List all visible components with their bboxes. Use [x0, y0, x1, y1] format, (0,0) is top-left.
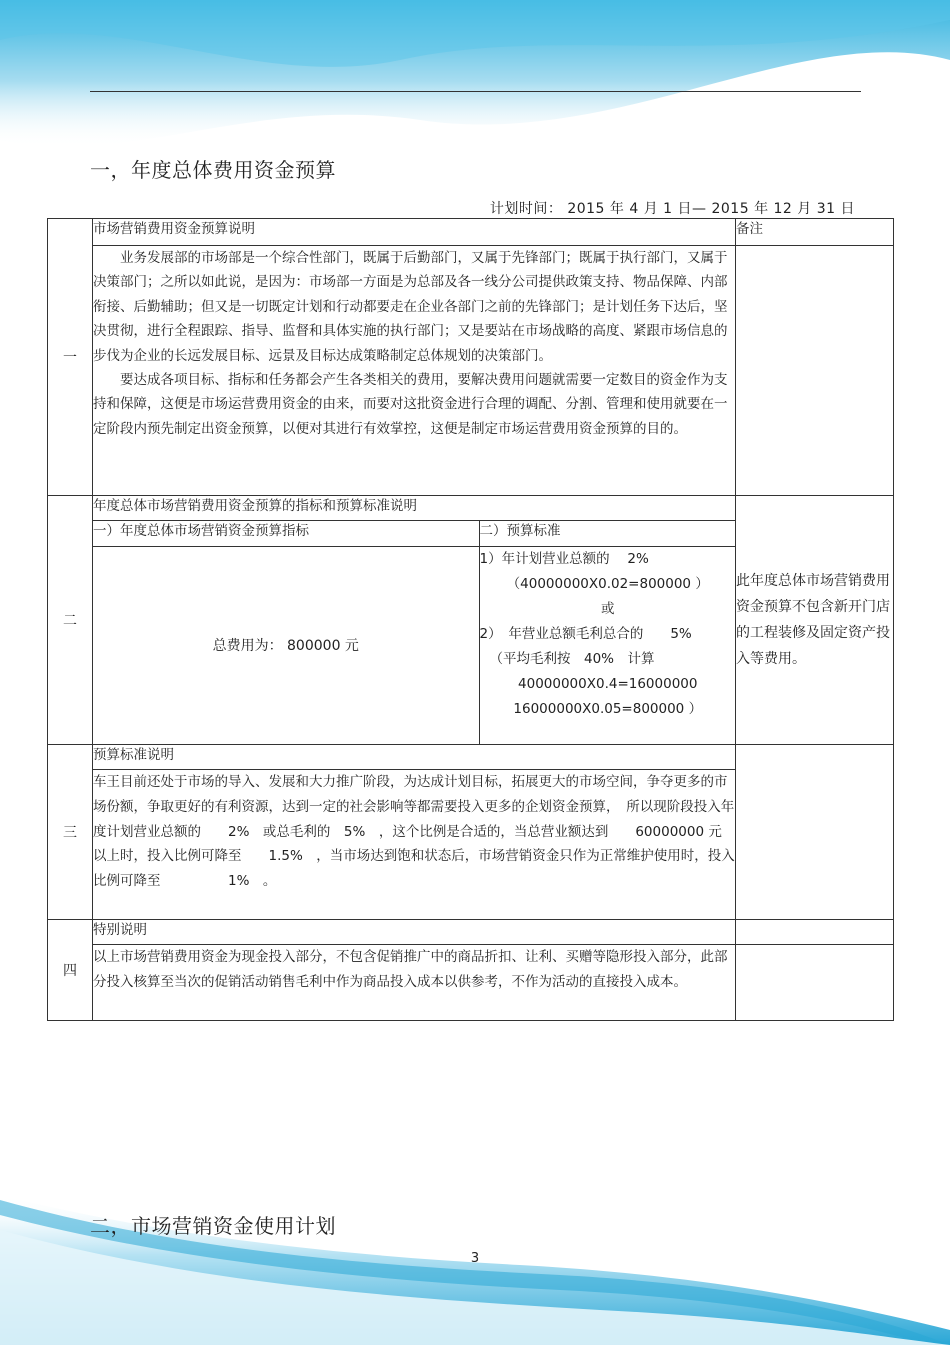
standard-line: （40000000X0.02=800000 ）	[506, 575, 709, 592]
remark-cell	[736, 920, 894, 945]
row-title: 市场营销费用资金预算说明	[93, 219, 736, 246]
sub-table-cell	[93, 521, 736, 745]
standard-line: （平均毛利按 40% 计算	[489, 650, 655, 667]
standard-line: 16000000X0.05=800000 ）	[513, 700, 703, 717]
standard-line: 2） 年营业总额毛利总合的 5%	[479, 625, 692, 642]
budget-table	[47, 218, 894, 1021]
remark-cell: 此年度总体市场营销费用资金预算不包含新开门店的工程装修及固定资产投入等费用。	[736, 496, 894, 745]
section-heading-2: 二，市场营销资金使用计划	[90, 1214, 336, 1238]
row-number: 二	[48, 496, 93, 745]
remark-header: 备注	[736, 219, 894, 246]
row-content: 以上市场营销费用资金为现金投入部分，不包含促销推广中的商品折扣、让利、买赠等隐形投入部分，此部分投入核算至当次的促销活动销售毛利中作为商品投入成本以供参考，不作为活动的直接投入成本。	[93, 945, 736, 1021]
table-row	[48, 496, 894, 521]
header-rule	[90, 91, 861, 92]
table-row	[48, 745, 894, 770]
section-heading-1: 一，年度总体费用资金预算	[90, 158, 336, 182]
table-row	[48, 945, 894, 1021]
sub-right-header: 二）预算标准	[479, 521, 736, 546]
row-title: 预算标准说明	[93, 745, 736, 770]
total-budget: 总费用为： 800000 元	[93, 546, 479, 744]
row-number: 三	[48, 745, 93, 920]
standard-line: 40000000X0.4=16000000	[518, 675, 698, 692]
row-title: 特别说明	[93, 920, 736, 945]
row-content	[93, 246, 736, 496]
row-number: 一	[48, 219, 93, 496]
standard-list	[479, 546, 736, 744]
sub-table	[93, 521, 736, 744]
row-title: 年度总体市场营销费用资金预算的指标和预算标准说明	[93, 496, 736, 521]
plan-time: 计划时间： 2015 年 4 月 1 日— 2015 年 12 月 31 日	[489, 201, 855, 217]
table-row	[48, 246, 894, 496]
table-row	[48, 920, 894, 945]
page-number: 3	[470, 1251, 480, 1266]
remark-cell	[736, 945, 894, 1021]
remark-cell	[736, 246, 894, 496]
sub-left-header: 一）年度总体市场营销资金预算指标	[93, 521, 479, 546]
standard-line: 1）年计划营业总额的 2%	[479, 550, 649, 567]
paragraph: 业务发展部的市场部是一个综合性部门，既属于后勤部门，又属于先锋部门；既属于执行部门，又属于决策部门；之所以如此说，是因为：市场部一方面是为总部及各一线分公司提供政策支持、物品保障、内部衔接、后勤辅助；但又是一切既定计划和行动都要走在企业各部门之前的先锋部门；是计划任务下达后，坚决贯彻，进行全程跟踪、指导、监督和具体实施的执行部门；又是要站在市场战略的高度、紧跟市场信息的步伐为企业的长远发展目标、远景及目标达成策略制定总体规划的决策部门。	[93, 250, 728, 364]
row-number: 四	[48, 920, 93, 1021]
table-row	[48, 219, 894, 246]
paragraph: 要达成各项目标、指标和任务都会产生各类相关的费用，要解决费用问题就需要一定数目的资金作为支持和保障，这便是市场运营费用资金的由来，而要对这批资金进行合理的调配、分割、管理和使用就要在一定阶段内预先制定出资金预算，以便对其进行有效掌控，这便是制定市场运营费用资金预算的目的。	[93, 372, 728, 437]
standard-line: 或	[601, 600, 615, 617]
row-content: 车王目前还处于市场的导入、发展和大力推广阶段，为达成计划目标，拓展更大的市场空间，争夺更多的市场份额，争取更好的有利资源，达到一定的社会影响等都需要投入更多的企划资金预算， 所以现阶段投入年度计划营业总额的 2% 或总毛利的 5% ，这个比例是合适的，当总营业额达到 60000000 元以上时，投入比例可降至 1.5% ，当市场达到饱和状态后，市场营销资金只作为正常维护使用时，投入比例可降至 1% 。	[93, 770, 736, 920]
remark-cell	[736, 745, 894, 920]
